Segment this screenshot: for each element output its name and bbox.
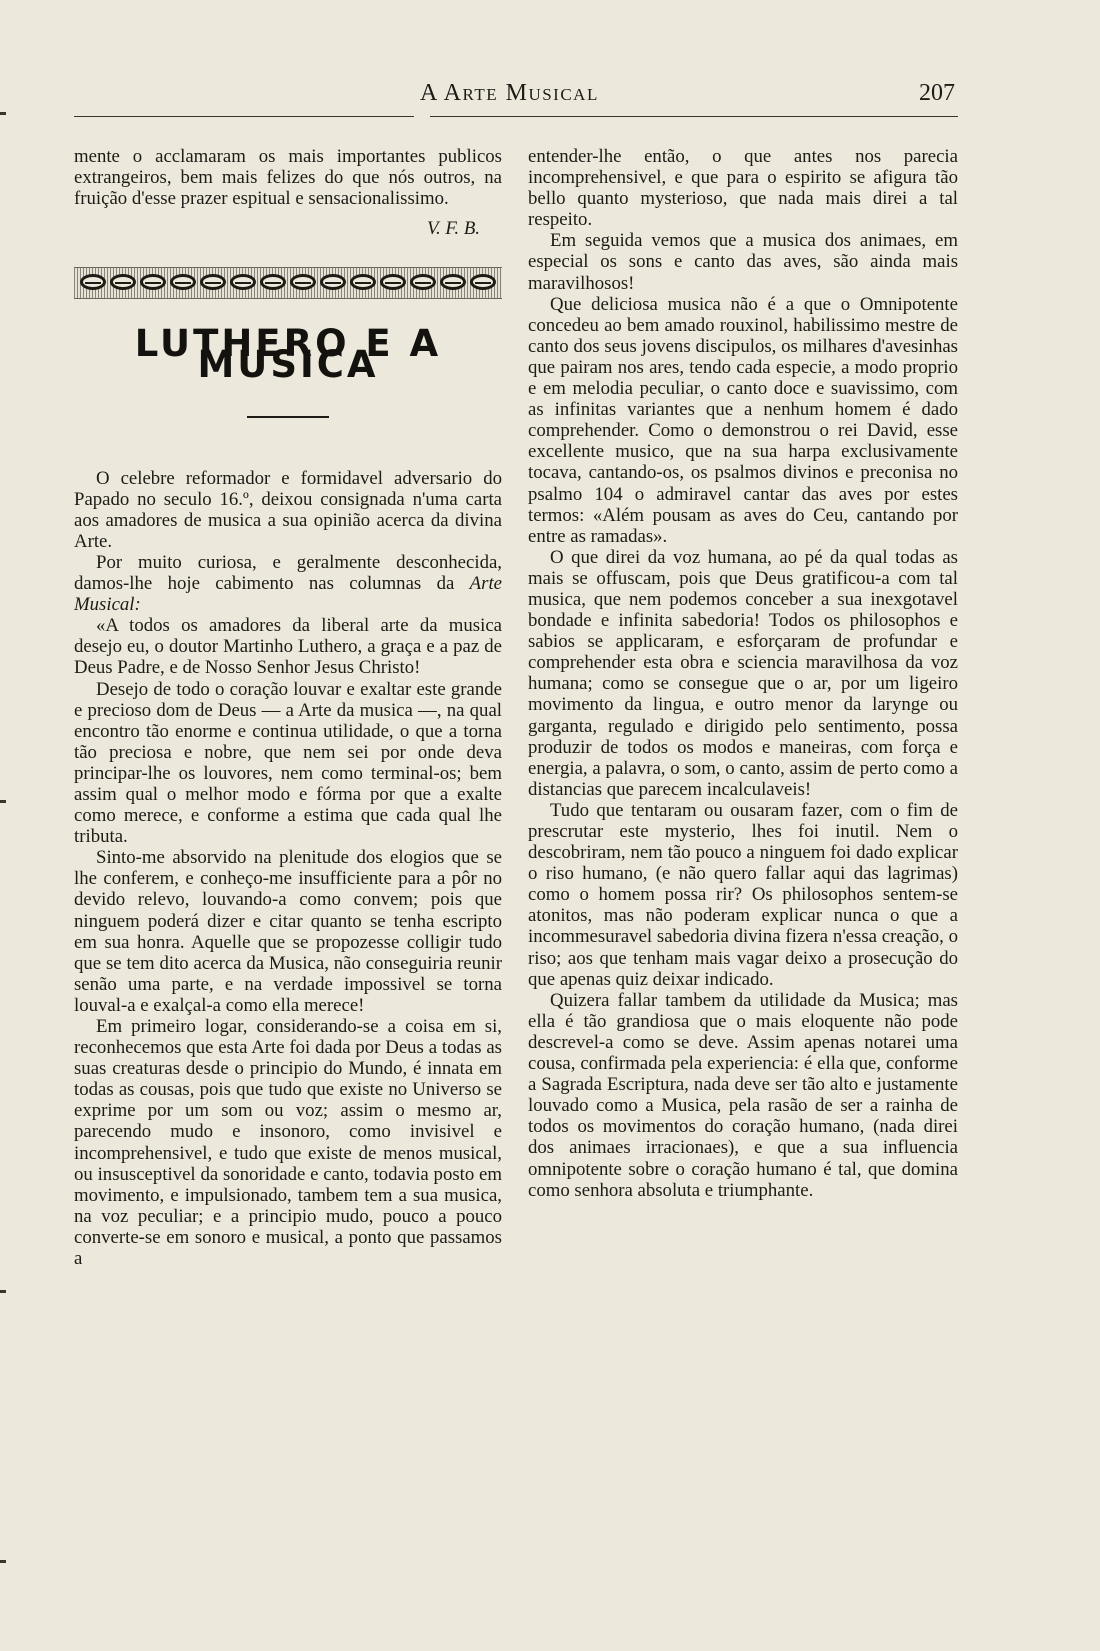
paragraph: «A todos os amadores da liberal arte da musica desejo eu, o doutor Martinho Luthero, a graça e a paz de Deus Padre, e de Nosso Senhor Jesus Christo! — [74, 615, 502, 679]
paragraph: O que direi da voz humana, ao pé da qual todas as mais se offuscam, pois que Deus gratificou-a com tal musica, que nem podemos conceber a sua inexgotavel bondade e infinita sabedoria! Todos os philosophos e sabios se applicaram, e esforçaram de profundar e comprehender esta obra e sciencia maravilhosa da voz humana; como se consegue que o ar, por um ligeiro movimento da lingua, e outro menor da larynge ou garganta, regulado e dirigido pelo sentimento, possa produzir de todos os modos e maneiras, com força e energia, a palavra, o som, o canto, assim de perto como a distancias que parecem incalculaveis! — [528, 546, 958, 800]
paragraph: Sinto-me absorvido na plenitude dos elogios que se lhe conferem, e conheço-me insufficiente para a pôr no devido relevo, louvando-a como convem; pois que ninguem poderá dizer e citar quanto se tenha escripto em sua honra. Aquelle que se propozesse colligir tudo que se tem dito acerca da Musica, não conseguiria reunir senão uma parte, e na verdade impossivel se torna louval-a e exalçal-a como ella merece! — [74, 847, 502, 1016]
chain-link-icon — [440, 274, 466, 290]
right-column — [528, 146, 958, 1201]
page-number: 207 — [919, 80, 955, 106]
paragraph: entender-lhe então, o que antes nos parecia incomprehensivel, e que para o espirito se afigura tão bello quanto mysterioso, que nada mais direi a tal respeito. — [528, 146, 958, 231]
paragraph: Desejo de todo o coração louvar e exaltar este grande e precioso dom de Deus — a Arte da musica —, na qual encontro tão enorme e continua utilidade, o que a torna tão preciosa e nobre, que nem sei por onde deva principar-lhe os louvores, nem como terminal-os; bem assim qual o melhor modo e fórma por que a exalte como merece, e conforme a estima que cada qual lhe tributa. — [74, 678, 502, 848]
header-rule-right — [430, 116, 958, 117]
chain-link-icon — [230, 274, 256, 290]
paragraph: Que deliciosa musica não é a que o Omnipotente concedeu ao bem amado rouxinol, habilissimo mestre de canto dos seus jovens discipulos, os milhares d'avesinhas que pairam nos ares, tendo cada especie, a modo proprio e em melodia peculiar, o canto doce e suavissimo, com as infinitas variantes que a nenhum homem é dado comprehender. Como o demonstrou o rei David, esse excellente musico, que na sua harpa exclusivamente tocava, cantando-os, os psalmos divinos e preconisa no psalmo 104 o admiravel cantar das aves por estes termos: «Além pousam as aves do Ceu, cantando por entre as ramadas». — [528, 293, 958, 547]
margin-mark — [0, 1290, 6, 1293]
paragraph: mente o acclamaram os mais importantes publicos extrangeiros, bem mais felizes do que nós outros, na fruição d'esse prazer espitual e sensacionalissimo. — [74, 146, 502, 210]
header-rule-left — [74, 116, 414, 117]
chain-link-icon — [380, 274, 406, 290]
chain-link-icon — [200, 274, 226, 290]
chain-link-icon — [170, 274, 196, 290]
paragraph — [74, 552, 502, 615]
chain-link-icon — [260, 274, 286, 290]
paragraph-text: Por muito curiosa, e geralmente desconhecida, damos-lhe hoje cabimento nas columnas da — [74, 551, 502, 595]
chain-link-icon — [470, 274, 496, 290]
paragraph: Em primeiro logar, considerando-se a coisa em si, reconhecemos que esta Arte foi dada por Deus a todas as suas creaturas desde o principio do Mundo, é innata em todas as cousas, pois que tudo que existe no Universo se exprime por um som ou voz; assim o mesmo ar, parecendo mudo e insonoro, como invisivel e incomprehensivel, e tudo que existe de menos musical, ou insusceptivel da sonoridade e canto, todavia posto em movimento, e impulsionado, tambem tem a sua musica, na voz peculiar; e a principio mudo, pouco a pouco converte-se em sonoro e musical, a ponto que passamos a — [74, 1016, 502, 1270]
margin-mark — [0, 1560, 6, 1563]
chain-link-icon — [110, 274, 136, 290]
ornamental-divider — [74, 267, 502, 299]
running-header-title: A Arte Musical — [420, 80, 599, 106]
left-column — [74, 146, 502, 1269]
author-signature: V. F. B. — [426, 218, 480, 240]
chain-link-icon — [290, 274, 316, 290]
margin-mark — [0, 112, 6, 115]
italic-reference: Arte Musical: — [74, 573, 502, 616]
paragraph: Quizera fallar tambem da utilidade da Musica; mas ella é tão grandiosa que o mais eloquente não pode descrevel-a como se deve. Assim apenas notarei uma cousa, confirmada pela experiencia: é ella que, conforme a Sagrada Escriptura, nada deve ser tão alto e justamente louvado como a Musica, pela rasão de ser a rainha de todos os movimentos do coração humano, (nada direi dos animaes irracionaes), e que a sua influencia omnipotente sobre o coração humano é tal, que domina como senhora absoluta e triumphante. — [528, 989, 958, 1201]
paragraph: O celebre reformador e formidavel adversario do Papado no seculo 16.º, deixou consignada n'uma carta aos amadores de musica a sua opinião acerca da divina Arte. — [74, 467, 502, 552]
margin-mark — [0, 800, 6, 803]
chain-link-icon — [80, 274, 106, 290]
chain-link-icon — [350, 274, 376, 290]
chain-link-icon — [320, 274, 346, 290]
chain-link-icon — [140, 274, 166, 290]
chain-link-icon — [410, 274, 436, 290]
paragraph: Em seguida vemos que a musica dos animaes, em especial os sons e canto das aves, são ainda mais maravilhosos! — [528, 230, 958, 294]
title-rule — [247, 416, 329, 418]
article-title: LUTHERO E A MUSICA — [134, 322, 442, 387]
paragraph: Tudo que tentaram ou ousaram fazer, com o fim de prescrutar este mysterio, lhes foi inutil. Nem o descobriram, nem tão pouco a ninguem foi dado explicar o riso humano, (e não quero fallar aqui das lagrimas) como o homem possa rir? Os philosophos sentem-se atonitos, mas não poderam explicar nunca o que a incommesuravel sabedoria divina fizera n'essa creação, o riso; aos que tenham mais vagar deixo a prosecução do que apenas quiz deixar indicado. — [528, 799, 958, 990]
